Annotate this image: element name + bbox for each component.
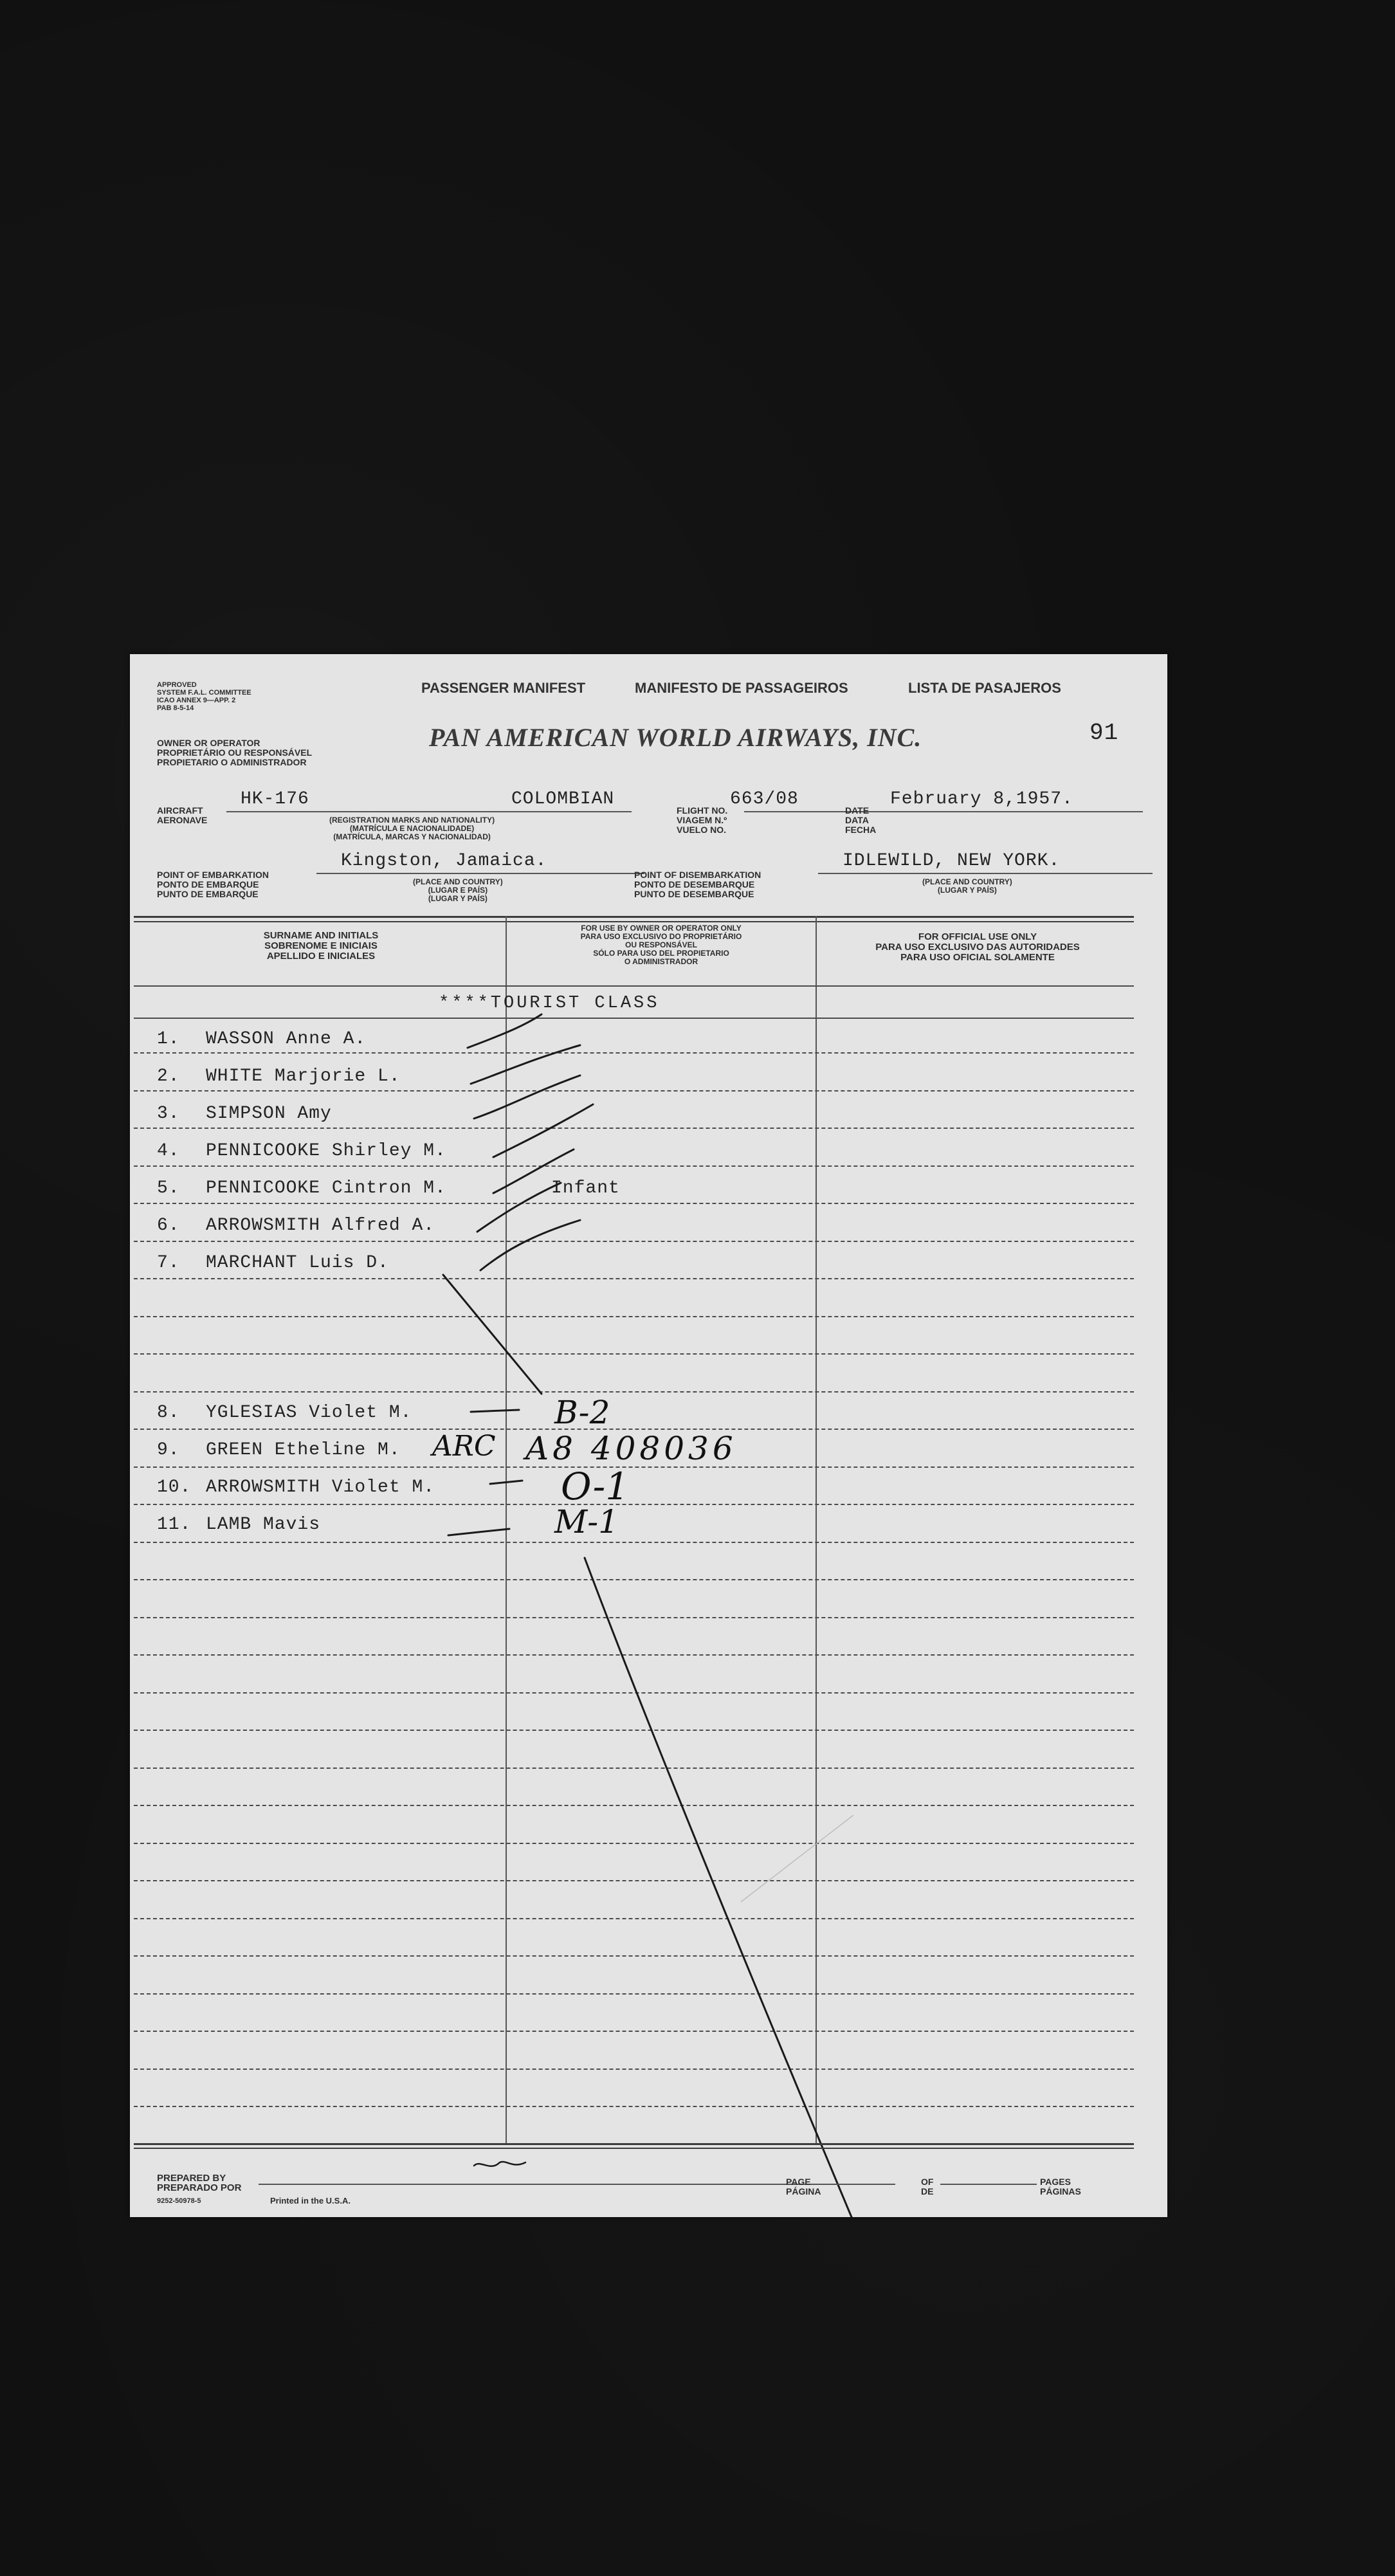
handwritten-code: B-2 bbox=[554, 1394, 610, 1431]
handwritten-code: A8 408036 bbox=[525, 1430, 737, 1467]
form-code: 9252-50978-5 bbox=[157, 2197, 201, 2205]
table-bottom-rule bbox=[134, 2143, 1134, 2145]
check-stroke bbox=[474, 1075, 580, 1119]
aircraft-label: AIRCRAFT AERONAVE bbox=[157, 805, 208, 825]
passenger-number: 11. bbox=[157, 1515, 192, 1535]
passenger-name: PENNICOOKE Cintron M. bbox=[206, 1178, 446, 1198]
of-label: OF DE bbox=[921, 2177, 934, 2197]
flight-number: 663/08 bbox=[730, 789, 799, 809]
date-label: DATE DATA FECHA bbox=[845, 805, 877, 835]
disembarkation-sublabel: (PLACE AND COUNTRY) (LUGAR Y PAÍS) bbox=[922, 877, 1012, 895]
dash-stroke bbox=[490, 1481, 522, 1484]
column-header-operator-use: FOR USE BY OWNER OR OPERATOR ONLY PARA USO EXCLUSIVO DO PROPRIETÁRIO OU RESPONSÁVEL SÓLO PARA USO DEL PROPIETARIO O ADMINISTRADOR bbox=[580, 924, 742, 966]
passenger-number: 4. bbox=[157, 1141, 180, 1161]
passenger-number: 1. bbox=[157, 1029, 180, 1049]
date-value: February 8,1957. bbox=[890, 789, 1073, 809]
disembarkation-value: IDLEWILD, NEW YORK. bbox=[843, 851, 1061, 871]
title-spanish: LISTA DE PASAJEROS bbox=[908, 680, 1061, 696]
passenger-name: ARROWSMITH Alfred A. bbox=[206, 1216, 435, 1236]
title-portuguese: MANIFESTO DE PASSAGEIROS bbox=[635, 680, 848, 696]
flight-label: FLIGHT NO. VIAGEM N.º VUELO NO. bbox=[677, 805, 728, 835]
of-line bbox=[940, 2184, 1037, 2185]
passenger-name: PENNICOOKE Shirley M. bbox=[206, 1141, 446, 1161]
handwritten-code: O-1 bbox=[561, 1465, 630, 1508]
passenger-name: YGLESIAS Violet M. bbox=[206, 1403, 412, 1423]
embarkation-value: Kingston, Jamaica. bbox=[341, 851, 547, 871]
check-stroke bbox=[477, 1183, 561, 1232]
passenger-name: SIMPSON Amy bbox=[206, 1104, 332, 1124]
passenger-name: LAMB Mavis bbox=[206, 1515, 321, 1535]
operator-label: OWNER OR OPERATOR PROPRIETÁRIO OU RESPONSÁVEL PROPIETARIO O ADMINISTRADOR bbox=[157, 738, 313, 767]
operator-name: PAN AMERICAN WORLD AIRWAYS, INC. bbox=[429, 723, 922, 752]
passenger-note: Infant bbox=[551, 1178, 620, 1198]
handwritten-code: M-1 bbox=[554, 1503, 619, 1540]
passenger-name: MARCHANT Luis D. bbox=[206, 1253, 389, 1273]
handwritten-margin-mark: ARC bbox=[432, 1430, 496, 1463]
disembarkation-label: POINT OF DISEMBARKATION PONTO DE DESEMBARQUE PUNTO DE DESEMBARQUE bbox=[634, 870, 761, 899]
passenger-number: 10. bbox=[157, 1477, 192, 1497]
handwritten-strokes bbox=[130, 654, 1167, 2217]
check-stroke bbox=[493, 1149, 574, 1193]
prepared-by-label: PREPARED BY PREPARADO POR bbox=[157, 2173, 242, 2193]
page-stamp-number: 91 bbox=[1090, 720, 1119, 746]
dash-stroke bbox=[471, 1410, 519, 1412]
passenger-number: 8. bbox=[157, 1403, 180, 1423]
pages-label: PAGES PÁGINAS bbox=[1040, 2177, 1081, 2197]
check-stroke bbox=[480, 1220, 580, 1270]
passenger-name: WHITE Marjorie L. bbox=[206, 1066, 401, 1086]
passenger-name: ARROWSMITH Violet M. bbox=[206, 1477, 435, 1497]
column-header-official-use: FOR OFFICIAL USE ONLY PARA USO EXCLUSIVO DAS AUTORIDADES PARA USO OFICIAL SOLAMENTE bbox=[875, 931, 1080, 963]
form-approval-notice: APPROVED SYSTEM F.A.L. COMMITTEE ICAO ANNEX 9—APP. 2 PAB 8-5-14 bbox=[157, 681, 251, 712]
embarkation-sublabel: (PLACE AND COUNTRY) (LUGAR E PAÍS) (LUGAR Y PAÍS) bbox=[413, 877, 503, 903]
passenger-number: 9. bbox=[157, 1440, 180, 1460]
footer-scribble bbox=[474, 2162, 525, 2166]
class-heading: ****TOURIST CLASS bbox=[439, 994, 660, 1013]
page-label: PAGE PÁGINA bbox=[786, 2177, 821, 2197]
title-english: PASSENGER MANIFEST bbox=[421, 680, 586, 696]
embarkation-label: POINT OF EMBARKATION PONTO DE EMBARQUE PUNTO DE EMBARQUE bbox=[157, 870, 269, 899]
faint-pencil-mark bbox=[741, 1815, 853, 1902]
check-stroke bbox=[468, 1014, 542, 1048]
bracket-stroke bbox=[443, 1275, 542, 1394]
check-stroke bbox=[493, 1104, 593, 1157]
passenger-number: 7. bbox=[157, 1253, 180, 1273]
passenger-number: 2. bbox=[157, 1066, 180, 1086]
passenger-number: 5. bbox=[157, 1178, 180, 1198]
passenger-manifest-page bbox=[130, 654, 1167, 2217]
dash-stroke bbox=[448, 1529, 509, 1535]
aircraft-nationality: COLOMBIAN bbox=[511, 789, 615, 809]
printed-in-usa: Printed in the U.S.A. bbox=[270, 2196, 351, 2206]
table-bottom-rule-2 bbox=[134, 2148, 1134, 2149]
passenger-number: 3. bbox=[157, 1104, 180, 1124]
column-header-names: SURNAME AND INITIALS SOBRENOME E INICIAIS APELLIDO E INICIALES bbox=[263, 930, 379, 962]
long-pen-line bbox=[585, 1558, 852, 2217]
passenger-number: 6. bbox=[157, 1216, 180, 1236]
passenger-name: WASSON Anne A. bbox=[206, 1029, 367, 1049]
aircraft-registration: HK-176 bbox=[241, 789, 309, 809]
check-stroke bbox=[471, 1045, 580, 1084]
passenger-name: GREEN Etheline M. bbox=[206, 1440, 401, 1460]
aircraft-sublabel: (REGISTRATION MARKS AND NATIONALITY) (MATRÍCULA E NACIONALIDADE) (MATRÍCULA, MARCAS Y NACIONALIDAD) bbox=[329, 816, 495, 841]
